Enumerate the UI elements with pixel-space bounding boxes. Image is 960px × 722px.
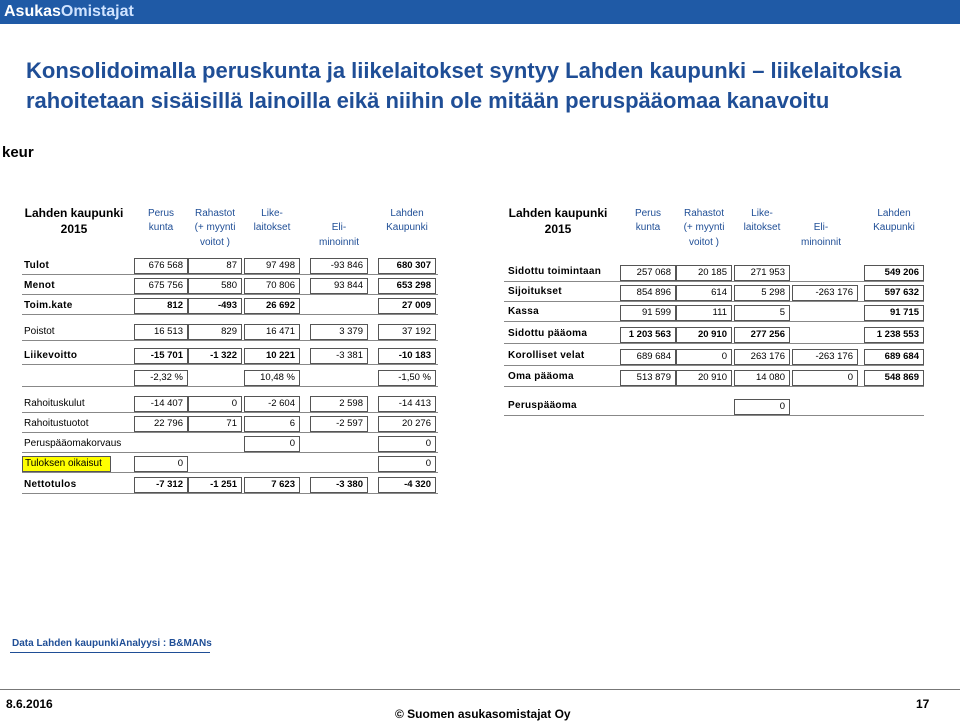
right-table-cell: 257 068 — [620, 265, 676, 281]
left-row-line — [22, 340, 438, 341]
bottom-divider — [0, 689, 960, 690]
left-table-cell: 71 — [188, 416, 242, 432]
right-heading-1: Lahden kaupunki — [508, 206, 608, 220]
left-row-line — [22, 432, 438, 433]
right-table-cell: 20 910 — [676, 327, 732, 343]
right-table-cell: 0 — [676, 349, 732, 365]
right-table-cell: 614 — [676, 285, 732, 301]
left-table-cell: 37 192 — [378, 324, 436, 340]
copyright: © Suomen asukasomistajat Oy — [395, 707, 571, 721]
left-table-cell: -1 251 — [188, 477, 242, 493]
brand-part2: Omistajat — [60, 3, 134, 20]
left-row-line — [22, 472, 438, 473]
right-row-label: Sidottu pääoma — [508, 328, 588, 339]
left-table-cell: 0 — [378, 436, 436, 452]
unit-label: keur — [2, 144, 34, 161]
right-row-line — [504, 301, 924, 302]
left-table-cell: 829 — [188, 324, 242, 340]
left-table-cell: -10 183 — [378, 348, 436, 364]
left-col3-h1: Like- — [261, 208, 283, 219]
left-heading-2: 2015 — [60, 222, 88, 236]
brand-logo — [4, 1, 134, 23]
left-col3-h2: laitokset — [253, 222, 291, 233]
left-row-line — [22, 386, 438, 387]
right-col4-h2: minoinnit — [800, 237, 842, 248]
left-col2-h1: Rahastot — [194, 208, 236, 219]
left-table-cell: -4 320 — [378, 477, 436, 493]
slide-date: 8.6.2016 — [6, 697, 53, 711]
right-col1-h1: Perus — [634, 208, 662, 219]
left-col5-h2: Kaupunki — [386, 222, 428, 233]
left-table-cell: 97 498 — [244, 258, 300, 274]
top-bar — [0, 0, 960, 24]
left-table-cell: -2 597 — [310, 416, 368, 432]
right-col2-h2: (+ myynti — [683, 222, 725, 233]
right-table-cell: 549 206 — [864, 265, 924, 281]
right-table-cell: -263 176 — [792, 285, 858, 301]
right-row-label: Oma pääoma — [508, 371, 574, 382]
left-table-cell: -3 381 — [310, 348, 368, 364]
left-col1-h2: kunta — [148, 222, 174, 233]
left-row-label: Tulot — [24, 260, 50, 271]
left-row-label: Poistot — [24, 326, 55, 337]
left-table-cell: 676 568 — [134, 258, 188, 274]
left-table-cell: 70 806 — [244, 278, 300, 294]
right-table-cell: 91 599 — [620, 305, 676, 321]
brand-part1: Asukas — [4, 3, 61, 20]
right-table-cell: 597 632 — [864, 285, 924, 301]
left-table-cell: 93 844 — [310, 278, 368, 294]
right-table-cell: 20 910 — [676, 370, 732, 386]
left-table-cell: 22 796 — [134, 416, 188, 432]
left-table-cell: -7 312 — [134, 477, 188, 493]
left-row-label: Rahoituskulut — [24, 398, 85, 409]
right-row-label: Peruspääoma — [508, 400, 577, 411]
left-table-cell: -1 322 — [188, 348, 242, 364]
right-row-line — [504, 343, 924, 344]
right-table-cell: 277 256 — [734, 327, 790, 343]
left-row-line — [22, 364, 438, 365]
right-table-cell: 689 684 — [620, 349, 676, 365]
right-table-cell: 513 879 — [620, 370, 676, 386]
left-table-cell: 16 513 — [134, 324, 188, 340]
right-row-label: Kassa — [508, 306, 539, 317]
left-table-cell: 0 — [134, 456, 188, 472]
left-table-cell: 675 756 — [134, 278, 188, 294]
left-row-label: Tuloksen oikaisut — [22, 456, 111, 472]
right-col1-h2: kunta — [635, 222, 661, 233]
right-table-cell: 5 298 — [734, 285, 790, 301]
right-row-label: Sijoitukset — [508, 286, 562, 297]
left-table-cell: 580 — [188, 278, 242, 294]
left-table-cell: -14 407 — [134, 396, 188, 412]
left-table-cell: -3 380 — [310, 477, 368, 493]
left-table-cell: 812 — [134, 298, 188, 314]
left-col2-h2: (+ myynti — [194, 222, 236, 233]
left-col1-h1: Perus — [147, 208, 175, 219]
left-table-cell: 0 — [188, 396, 242, 412]
source-note: Data Lahden kaupunki — [12, 638, 119, 649]
right-row-line — [504, 365, 924, 366]
left-row-line — [22, 274, 438, 275]
left-table-cell: -2,32 % — [134, 370, 188, 386]
left-table-cell: 26 692 — [244, 298, 300, 314]
left-table-cell: 6 — [244, 416, 300, 432]
right-table-cell: -263 176 — [792, 349, 858, 365]
left-col4-h2: minoinnit — [318, 237, 360, 248]
left-row-label: Menot — [24, 280, 55, 291]
left-table-cell: 10 221 — [244, 348, 300, 364]
footer-underline — [10, 652, 210, 653]
left-row-line — [22, 452, 438, 453]
left-table-cell: 680 307 — [378, 258, 436, 274]
right-table-cell: 1 238 553 — [864, 327, 924, 343]
left-row-line — [22, 294, 438, 295]
left-heading-1: Lahden kaupunki — [24, 206, 124, 220]
right-row-line — [504, 386, 924, 387]
right-row-line — [504, 321, 924, 322]
left-table-cell: 87 — [188, 258, 242, 274]
right-col2-h1: Rahastot — [683, 208, 725, 219]
right-row-line — [504, 281, 924, 282]
right-row-label: Korolliset velat — [508, 350, 585, 361]
left-table-cell: -493 — [188, 298, 242, 314]
right-row-label: Sidottu toimintaan — [508, 266, 602, 277]
left-table-cell: 2 598 — [310, 396, 368, 412]
left-table-cell: -2 604 — [244, 396, 300, 412]
left-table-cell: 0 — [244, 436, 300, 452]
right-col5-h1: Lahden — [877, 208, 911, 219]
right-table-cell: 111 — [676, 305, 732, 321]
left-row-label: Peruspääomakorvaus — [24, 438, 122, 449]
right-table-cell: 1 203 563 — [620, 327, 676, 343]
left-row-line — [22, 314, 438, 315]
right-col3-h2: laitokset — [743, 222, 781, 233]
right-table-cell: 0 — [734, 399, 790, 415]
left-table-cell: 27 009 — [378, 298, 436, 314]
left-table-cell: -15 701 — [134, 348, 188, 364]
right-table-cell: 548 869 — [864, 370, 924, 386]
page-number: 17 — [916, 697, 930, 711]
right-heading-2: 2015 — [544, 222, 572, 236]
right-table-cell: 20 185 — [676, 265, 732, 281]
right-table-cell: 271 953 — [734, 265, 790, 281]
left-table-cell: 16 471 — [244, 324, 300, 340]
right-col4-h1: Eli- — [813, 222, 829, 233]
right-row-line — [504, 415, 924, 416]
right-table-cell: 689 684 — [864, 349, 924, 365]
left-col2-h3: voitot ) — [199, 237, 230, 248]
right-table-cell: 0 — [792, 370, 858, 386]
right-table-cell: 14 080 — [734, 370, 790, 386]
left-table-cell: 653 298 — [378, 278, 436, 294]
right-col2-h3: voitot ) — [688, 237, 719, 248]
left-table-cell: -14 413 — [378, 396, 436, 412]
analysis-note: Analyysi : B&MANs — [119, 638, 212, 649]
right-table-cell: 263 176 — [734, 349, 790, 365]
left-table-cell: 0 — [378, 456, 436, 472]
left-row-line — [22, 412, 438, 413]
left-col5-h1: Lahden — [390, 208, 424, 219]
left-table-cell: 7 623 — [244, 477, 300, 493]
slide-title: Konsolidoimalla peruskunta ja liikelaitokset syntyy Lahden kaupunki – liikelaitoksia rahoitetaan sisäisillä lainoilla eikä niihin ole mitään peruspääomaa kanavoitu — [26, 58, 902, 113]
left-table-cell: -93 846 — [310, 258, 368, 274]
left-table-cell: 3 379 — [310, 324, 368, 340]
right-table-cell: 854 896 — [620, 285, 676, 301]
right-table-cell: 91 715 — [864, 305, 924, 321]
left-col4-h1: Eli- — [331, 222, 347, 233]
right-col5-h2: Kaupunki — [873, 222, 915, 233]
left-table-cell: 10,48 % — [244, 370, 300, 386]
right-col3-h1: Like- — [751, 208, 773, 219]
left-row-label: Liikevoitto — [24, 350, 78, 361]
left-table-cell: 20 276 — [378, 416, 436, 432]
left-row-label: Nettotulos — [24, 479, 77, 490]
left-row-label: Toim.kate — [24, 300, 73, 311]
left-row-line — [22, 493, 438, 494]
left-row-label: Rahoitustuotot — [24, 418, 89, 429]
right-table-cell: 5 — [734, 305, 790, 321]
left-table-cell: -1,50 % — [378, 370, 436, 386]
